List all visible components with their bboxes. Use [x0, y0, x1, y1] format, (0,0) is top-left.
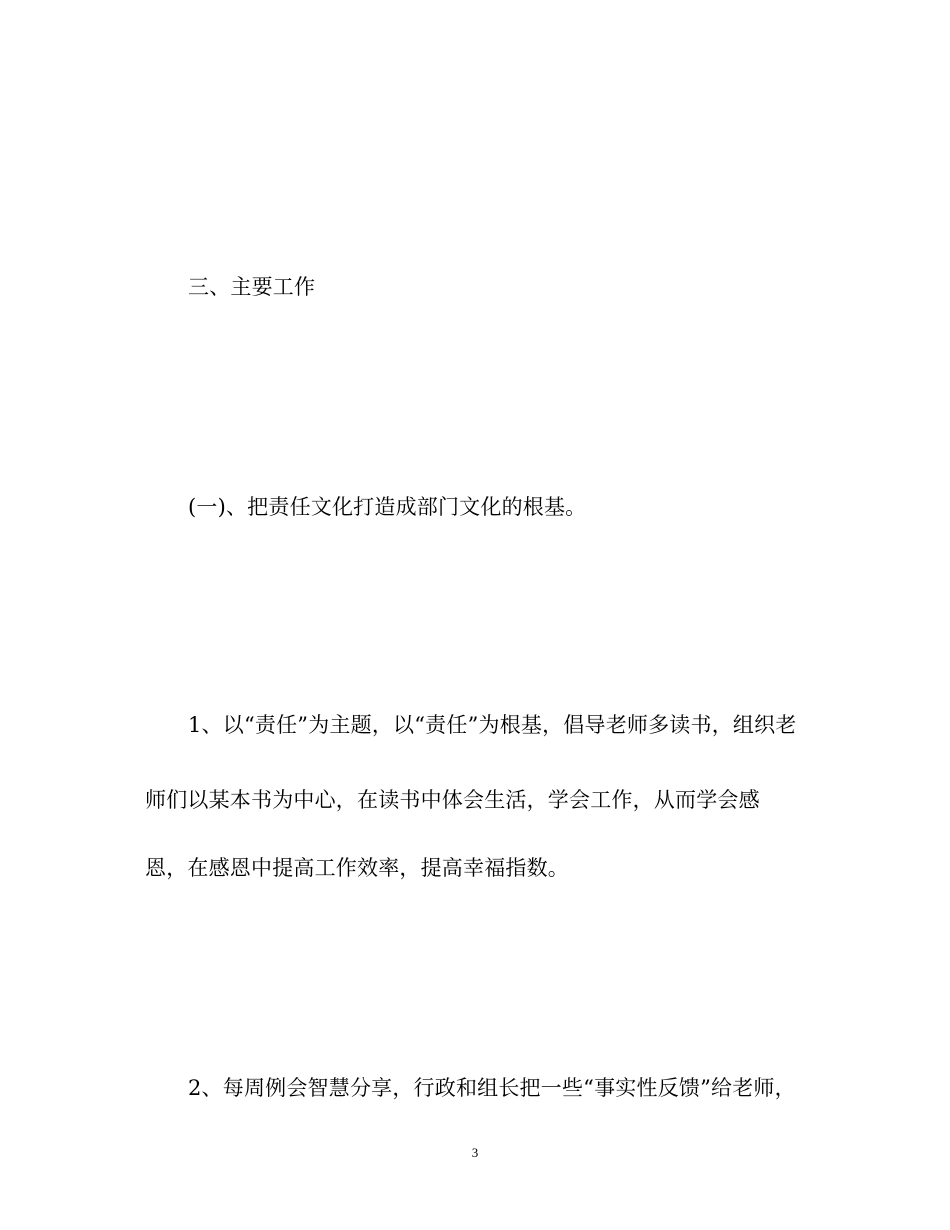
subsection-heading: (一)、把责任文化打造成部门文化的根基。 — [188, 495, 587, 519]
paragraph-line: 恩，在感恩中提高工作效率，提高幸福指数。 — [145, 856, 569, 880]
paragraph-line: 1、以“责任”为主题，以“责任”为根基，倡导老师多读书，组织老 — [188, 713, 797, 737]
paragraph-line: 师们以某本书为中心，在读书中体会生活，学会工作，从而学会感 — [145, 788, 760, 812]
page-number: 3 — [471, 1145, 479, 1160]
section-heading: 三、主要工作 — [188, 275, 316, 299]
paragraph-line: 2、每周例会智慧分享，行政和组长把一些“事实性反馈”给老师， — [188, 1076, 796, 1100]
